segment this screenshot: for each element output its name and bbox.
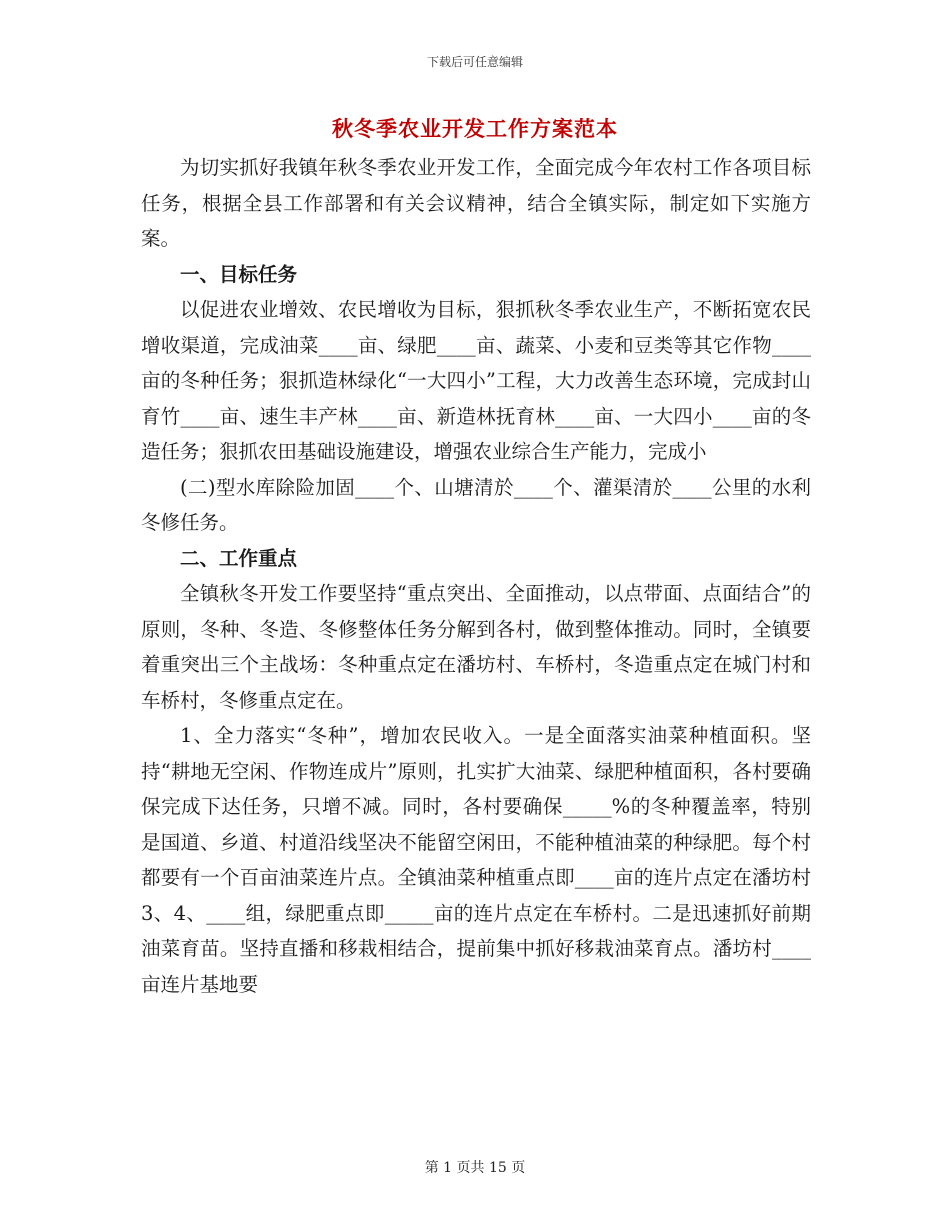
section-heading-focus: 二、工作重点 — [180, 546, 298, 570]
intro-paragraph: 为切实抓好我镇年秋冬季农业开发工作，全面完成今年农村工作各项目标任务，根据全县工作部署和有关会议精神，结合全镇实际，制定如下实施方案。 — [141, 156, 811, 250]
goals-paragraph: 以促进农业增效、农民增收为目标，狠抓秋冬季农业生产，不断拓宽农民增收渠道，完成油菜____亩、绿肥____亩、蔬菜、小麦和豆类等其它作物____亩的冬种任务；狠抓造林绿化“一大四小”工程，大力改善生态环境，完成封山育竹____亩、速生丰产林____亩、新造林抚育林____亩、一大四小____亩的冬造任务；狠抓农田基础设施建设，增强农业综合生产能力，完成小 — [141, 298, 811, 463]
document-title: 秋冬季农业开发工作方案范本 — [332, 116, 618, 141]
document-body — [141, 150, 811, 1002]
winter-planting-paragraph: 1、全力落实“冬种”，增加农民收入。一是全面落实油菜种植面积。坚持“耕地无空闲、作物连成片”原则，扎实扩大油菜、绿肥种植面积，各村要确保完成下达任务，只增不减。同时，各村要确保_____%的冬种覆盖率，特别是国道、乡道、村道沿线坚决不能留空闲田，不能种植油菜的种绿肥。每个村都要有一个百亩油菜连片点。全镇油菜种植重点即____亩的连片点定在潘坊村3、4、____组，绿肥重点即_____亩的连片点定在车桥村。二是迅速抓好前期油菜育苗。坚持直播和移栽相结合，提前集中抓好移栽油菜育点。潘坊村____亩连片基地要 — [141, 724, 811, 996]
section-heading-goals: 一、目标任务 — [180, 262, 298, 286]
page-number: 第 1 页共 15 页 — [424, 1160, 526, 1176]
goals-paragraph-2: (二)型水库除险加固____个、山塘清於____个、灌渠清於____公里的水利冬修任务。 — [141, 475, 811, 534]
focus-paragraph: 全镇秋冬开发工作要坚持“重点突出、全面推动，以点带面、点面结合”的原则，冬种、冬造、冬修整体任务分解到各村，做到整体推动。同时，全镇要着重突出三个主战场：冬种重点定在潘坊村、车桥村，冬造重点定在城门村和车桥村，冬修重点定在。 — [141, 582, 811, 712]
header-note: 下载后可任意编辑 — [426, 55, 523, 69]
